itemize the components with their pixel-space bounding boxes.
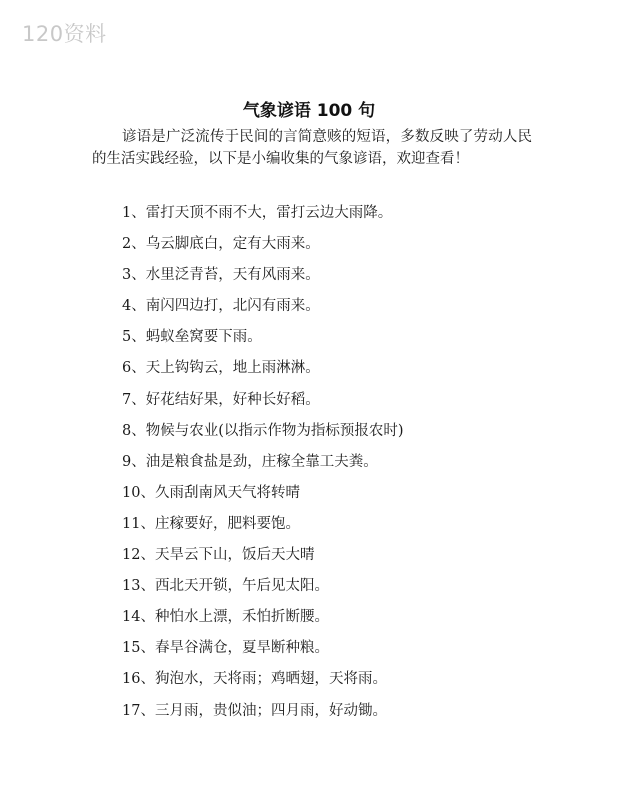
list-item: 6、天上钩钩云，地上雨淋淋。 — [122, 360, 320, 377]
list-item: 9、油是粮食盐是劲，庄稼全靠工夫粪。 — [122, 453, 378, 470]
list-item: 15、春旱谷满仓，夏旱断种粮。 — [122, 640, 329, 657]
list-item: 13、西北天开锁，午后见太阳。 — [122, 578, 329, 595]
list-item: 5、蚂蚁垒窝要下雨。 — [122, 329, 262, 346]
list-item: 8、物候与农业(以指示作物为指标预报农时) — [122, 422, 404, 439]
page-title: 气象谚语 100 句 — [242, 101, 376, 121]
list-item: 12、天旱云下山，饭后天大晴 — [122, 547, 315, 564]
list-item: 1、雷打天顶不雨不大，雷打云边大雨降。 — [122, 205, 393, 221]
list-item: 3、水里泛青苔，天有风雨来。 — [122, 267, 320, 284]
intro-paragraph: 谚语是广泛流传于民间的言简意赅的短语，多数反映了劳动人民的生活实践经验，以下是小编收集的气象谚语，欢迎查看！ — [92, 129, 532, 167]
list-item: 4、南闪四边打，北闪有雨来。 — [122, 298, 320, 315]
list-item: 17、三月雨，贵似油；四月雨，好动锄。 — [122, 702, 387, 719]
watermark: 120资料 — [22, 22, 107, 46]
list-item: 10、久雨刮南风天气将转晴 — [122, 484, 300, 501]
list-item: 2、乌云脚底白，定有大雨来。 — [122, 236, 320, 253]
list-item: 11、庄稼要好，肥料要饱。 — [122, 515, 300, 532]
list-item: 7、好花结好果，好种长好稻。 — [122, 391, 320, 408]
list-item: 14、种怕水上漂，禾怕折断腰。 — [122, 609, 329, 626]
list-item: 16、狗泡水，天将雨；鸡晒翅，天将雨。 — [122, 671, 387, 688]
proverb-list — [122, 202, 404, 731]
